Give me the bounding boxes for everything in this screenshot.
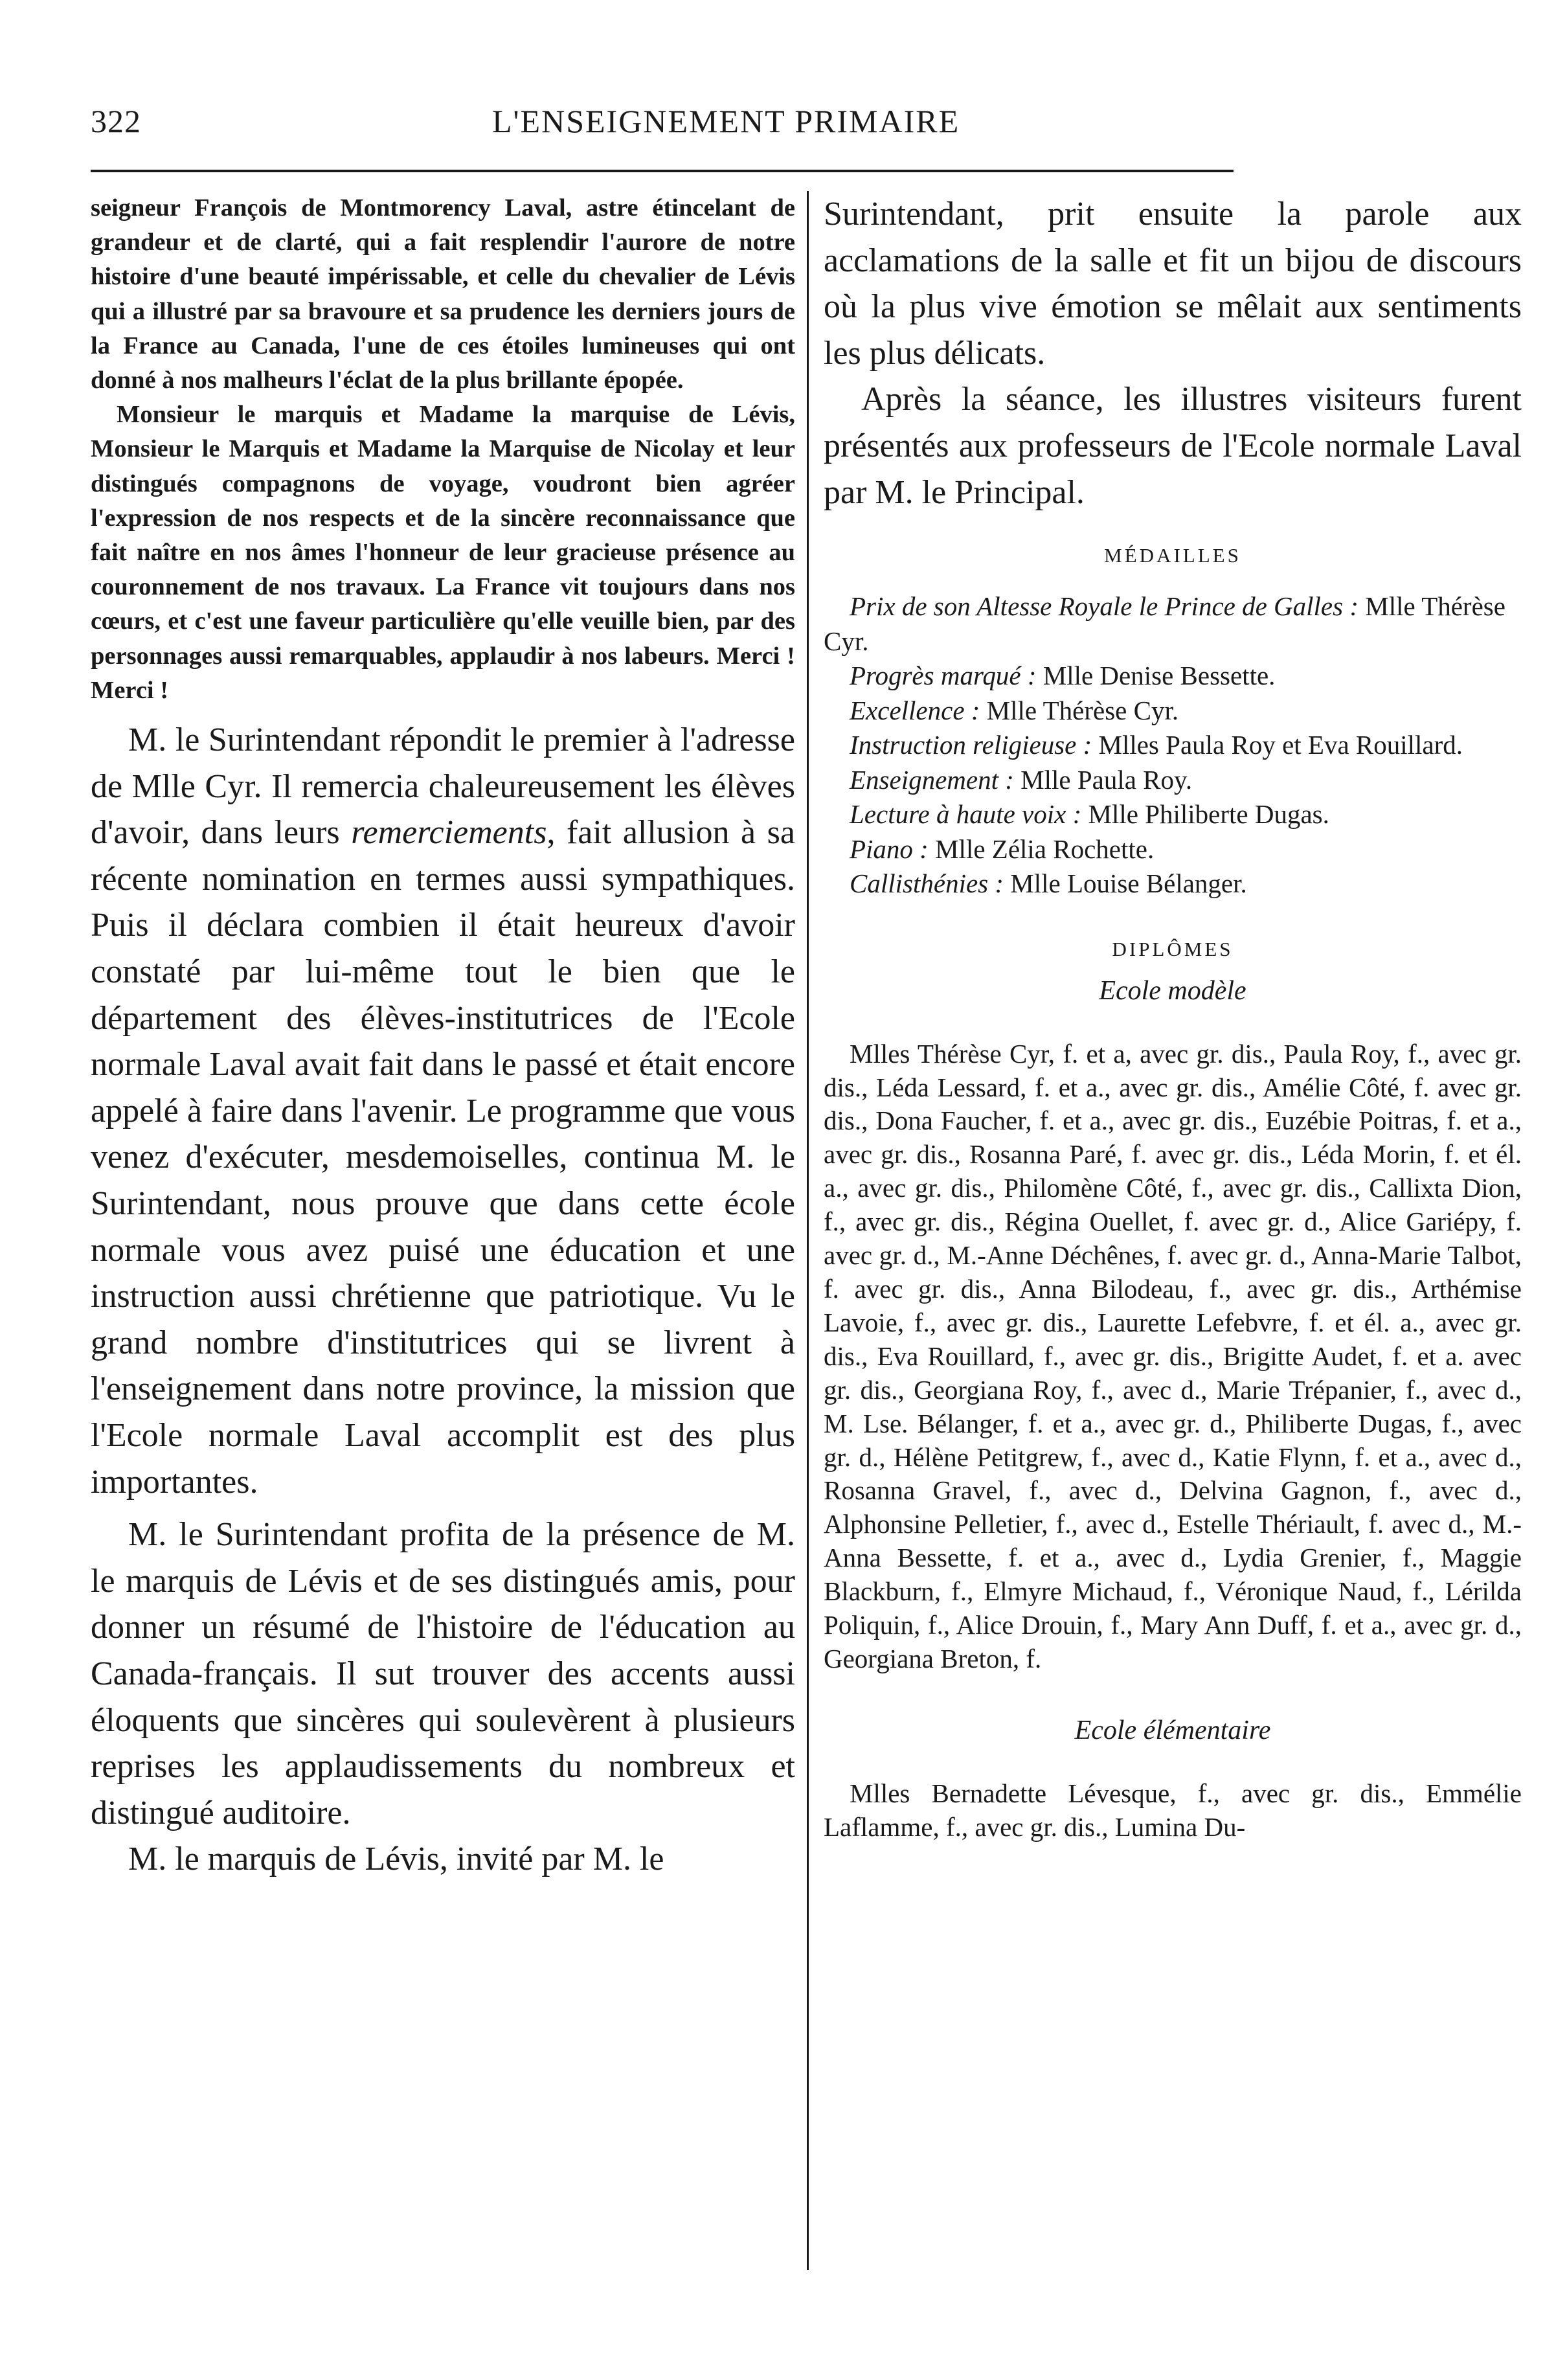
medaille-recipient: Mlle Thérèse Cyr. xyxy=(980,695,1179,725)
medaille-label: Progrès marqué : xyxy=(850,661,1037,691)
column-divider xyxy=(807,191,809,2270)
running-title: L'ENSEIGNEMENT PRIMAIRE xyxy=(492,103,960,139)
medailles-list xyxy=(824,589,1522,901)
medaille-label: Instruction religieuse : xyxy=(850,730,1092,760)
medaille-recipient: Mlle Zélia Rochette. xyxy=(928,833,1155,864)
reply-text-start: M. le Surintendant répondit le premier à l'adresse de Mlle Cyr. Il remercia chaleureusement les élèves d'avoir, dans leurs xyxy=(91,721,795,852)
medaille-recipient: Mlle Denise Bessette. xyxy=(1036,661,1276,691)
medaille-item xyxy=(824,867,1522,901)
paragraph-surintendant-reply xyxy=(91,717,795,1505)
paragraph-marquis-invited: M. le marquis de Lévis, invité par M. le xyxy=(128,1841,664,1878)
medaille-item xyxy=(824,832,1522,867)
medailles-heading: MÉDAILLES xyxy=(1104,544,1241,567)
ecole-modele-list: Mlles Thérèse Cyr, f. et a, avec gr. dis., Paula Roy, f., avec gr. dis., Léda Lessard, f. et a., avec gr. dis., Amélie Côté, f. avec gr. dis., Dona Faucher, f. et a., avec gr. dis., Euzébie Poitras, f. et a., avec gr. dis., Rosanna Paré, f. avec gr. dis., Léda Morin, f. et él. a., avec gr. dis., Philomène Côté, f., avec gr. dis., Callixta Dion, f., avec gr. dis., Régina Ouellet, f. avec gr. d., Alice Gariépy, f. avec gr. d., M.-Anne Déchênes, f. avec gr. d., Anna-Marie Talbot, f. avec gr. dis., Anna Bilodeau, f., avec gr. dis., Arthémise Lavoie, f., avec gr. dis., Laurette Lefebvre, f. et él. a., avec gr. dis., Eva Rouillard, f., avec gr. dis., Brigitte Audet, f. et a. avec gr. dis., Georgiana Roy, f., avec d., Marie Trépanier, f., avec d., M. Lse. Bélanger, f. et a., avec gr. d., Philiberte Dugas, f., avec gr. d., Hélène Petitgrew, f., avec d., Katie Flynn, f. et a., avec d., Rosanna Gravel, f., avec d., Delvina Gagnon, f., avec d., Alphonsine Pelletier, f., avec d., Estelle Thériault, f. avec d., M.-Anna Bessette, f. et a., avec d., Lydia Grenier, f., Maggie Blackburn, f., Elmyre Michaud, f., Véronique Naud, f., Lérilda Poliquin, f., Alice Drouin, f., Mary Ann Duff, f. et a., avec gr. d., Georgiana Breton, f. xyxy=(824,1038,1522,1673)
ecole-elementaire-heading: Ecole élémentaire xyxy=(1074,1715,1271,1745)
medaille-label: Piano : xyxy=(850,833,929,864)
paragraph-history-summary: M. le Surintendant profita de la présence de M. le marquis de Lévis et de ses distingués amis, pour donner un résumé de l'histoire de l'éducation au Canada-français. Il sut trouver des accents aussi éloquents que sincères qui soulevèrent à plusieurs reprises les applaudissements du nombreux et distingué auditoire. xyxy=(91,1516,795,1831)
medaille-item xyxy=(824,728,1522,763)
medaille-item xyxy=(824,694,1522,729)
medaille-recipient: Mlle Louise Bélanger. xyxy=(1004,868,1247,899)
medaille-recipient: Mlle Paula Roy. xyxy=(1013,764,1193,795)
medaille-label: Enseignement : xyxy=(850,764,1014,795)
medaille-recipient: Mlle Philiberte Dugas. xyxy=(1081,799,1329,830)
medaille-item xyxy=(824,763,1522,798)
diplomes-heading: DIPLÔMES xyxy=(1112,937,1234,960)
ecole-modele-heading: Ecole modèle xyxy=(1099,975,1246,1006)
medaille-item xyxy=(824,659,1522,694)
left-column xyxy=(91,191,795,2286)
medaille-item xyxy=(824,797,1522,832)
header-rule xyxy=(91,170,1234,172)
reply-text-end: , fait allusion à sa récente nomination en termes aussi sympathiques. Puis il déclara combien il était heureux d'avoir constaté par lui-même tout le bien que le département des élèves-institutrices de l'Ecole normale Laval avait fait dans le passé et était encore appelé à faire dans l'avenir. Le programme que vous venez d'exécuter, mesdemoiselles, continua M. le Surintendant, nous prouve que dans cette école normale vous avez puisé une éducation et une instruction aussi chrétienne que patriotique. Vu le grand nombre d'institutrices qui se livrent à l'enseignement dans notre province, la mission que l'Ecole normale Laval accomplit est des plus importantes. xyxy=(91,814,795,1501)
right-column xyxy=(824,191,1522,2286)
page-header xyxy=(91,91,1234,149)
reply-emphasis: remerciements xyxy=(351,814,547,852)
paragraph-laval-levis: seigneur François de Montmorency Laval, astre étincelant de grandeur et de clarté, qui a fait resplendir l'aurore de notre histoire d'une beauté impérissable, et celle du chevalier de Lévis qui a illustré par sa bravoure et sa prudence les derniers jours de la France au Canada, l'une de ces étoiles lumineuses qui ont donné à nos malheurs l'éclat de la plus brillante épopée. xyxy=(91,194,795,394)
medaille-item xyxy=(824,589,1522,659)
medaille-recipient: Mlles Paula Roy et Eva Rouillard. xyxy=(1092,730,1463,760)
medaille-label: Lecture à haute voix : xyxy=(850,799,1082,830)
medaille-label: Prix de son Altesse Royale le Prince de Galles : xyxy=(850,591,1358,622)
medaille-label: Callisthénies : xyxy=(850,868,1004,899)
ecole-elementaire-list: Mlles Bernadette Lévesque, f., avec gr. dis., Emmélie Laflamme, f., avec gr. dis., Lumina Du- xyxy=(824,1778,1522,1842)
medaille-recipient: Mlle Thérèse Cyr. xyxy=(824,591,1505,656)
paragraph-presentation: Après la séance, les illustres visiteurs furent présentés aux professeurs de l'Ecole normale Laval par M. le Principal. xyxy=(824,381,1522,511)
paragraph-thanks-visitors: Monsieur le marquis et Madame la marquise de Lévis, Monsieur le Marquis et Madame la Marquise de Nicolay et leur distingués compagnons de voyage, voudront bien agréer l'expression de nos respects et de la sincère reconnaissance que fait naître en nos âmes l'honneur de leur gracieuse présence au couronnement de nos travaux. La France vit toujours dans nos cœurs, et c'est une faveur particulière qu'elle veuille bien, par des personnages aussi remarquables, applaudir à nos labeurs. Merci ! Merci ! xyxy=(91,401,795,704)
medaille-label: Excellence : xyxy=(850,695,980,725)
page-number: 322 xyxy=(91,103,141,139)
paragraph-marquis-speech: Surintendant, prit ensuite la parole aux acclamations de la salle et fit un bijou de discours où la plus vive émotion se mêlait aux sentiments les plus délicats. xyxy=(824,196,1522,372)
